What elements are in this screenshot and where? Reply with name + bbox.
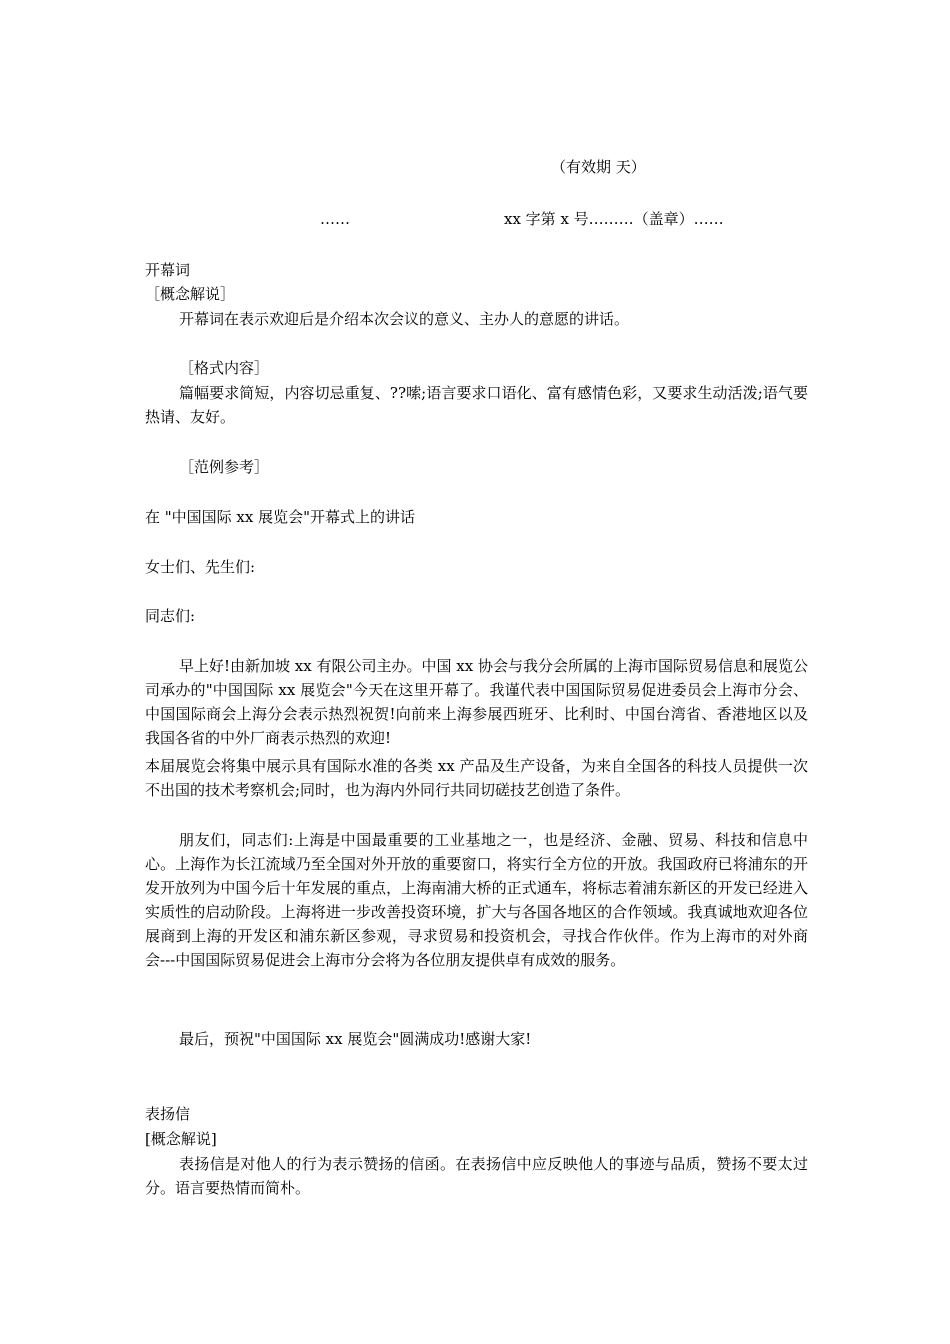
commendation-concept-text: 表扬信是对他人的行为表示赞扬的信函。在表扬信中应反映他人的事迹与品质，赞扬不要太过分。语言要热情而简朴。 (145, 1155, 808, 1197)
section-title-opening-speech: 开幕词 (145, 261, 191, 279)
section-title-commendation-letter: 表扬信 (145, 1105, 191, 1123)
commendation-concept-label: [概念解说] (145, 1130, 217, 1148)
format-label: ［格式内容］ (179, 359, 270, 377)
speech-paragraph-4: 最后，预祝"中国国际 xx 展览会"圆满成功!感谢大家! (179, 1030, 532, 1048)
speech-paragraph-3: 朋友们，同志们:上海是中国最重要的工业基地之一，也是经济、金融、贸易、科技和信息中心。上海作为长江流域乃至全国对外开放的重要窗口，将实行全方位的开放。我国政府已将浦东的开发开放列为中国今后十年发展的重点，上海南浦大桥的正式通车，将标志着浦东新区的开发已经进入实质性的启动阶段。上海将进一步改善投资环境，扩大与各国各地区的合作领域。我真诚地欢迎各位展商到上海的开发区和浦东新区参观，寻求贸易和投资机会，寻找合作伙伴。作为上海市的对外商会---中国国际贸易促进会上海市分会将为各位朋友提供卓有成效的服务。 (145, 831, 808, 969)
validity-note: （有效期 天） (551, 158, 646, 176)
header-dots: …… (320, 210, 350, 228)
speech-paragraph-2: 本届展览会将集中展示具有国际水准的各类 xx 产品及生产设备，为来自全国各的科技人员提供一次不出国的技术考察机会;同时，也为海内外同行共同切磋技艺创造了条件。 (145, 757, 808, 799)
concept-label: ［概念解说］ (145, 285, 236, 303)
speech-title: 在 "中国国际 xx 展览会"开幕式上的讲话 (145, 508, 416, 526)
salutation-ladies-gentlemen: 女士们、先生们: (145, 558, 256, 576)
example-label: ［范例参考］ (179, 458, 270, 476)
speech-paragraph-1: 早上好!由新加坡 xx 有限公司主办。中国 xx 协会与我分会所属的上海市国际贸易信息和展览公司承办的"中国国际 xx 展览会"今天在这里开幕了。我谨代表中国国际贸易促进委员会上海市分会、中国国际商会上海分会表示热烈祝贺!向前来上海参展西班牙、比利时、中国台湾省、香港地区以及我国各省的中外厂商表示热烈的欢迎! (145, 657, 808, 747)
salutation-comrades: 同志们: (145, 607, 196, 625)
document-number: xx 字第 x 号………（盖章）…… (504, 210, 724, 228)
format-text: 篇幅要求简短，内容切忌重复、??嗦;语言要求口语化、富有感情色彩，又要求生动活泼;语气要热请、友好。 (145, 384, 808, 426)
concept-text: 开幕词在表示欢迎后是介绍本次会议的意义、主办人的意愿的讲话。 (179, 310, 630, 328)
